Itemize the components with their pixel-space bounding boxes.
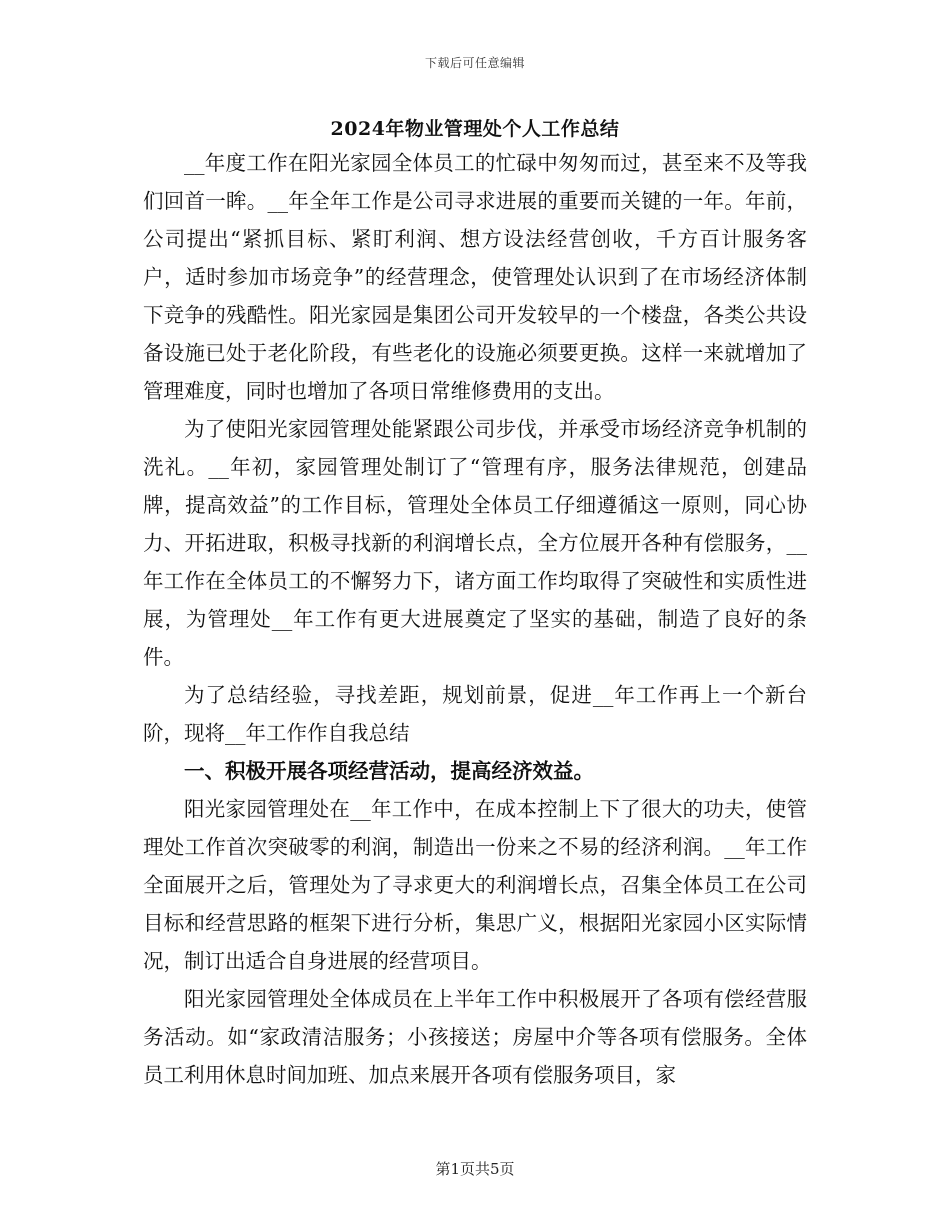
paragraph-goals: 为了使阳光家园管理处能紧跟公司步伐，并承受市场经济竞争机制的洗礼。__年初，家园管理处制订了“管理有序，服务法律规范，创建品牌，提高效益”的工作目标，管理处全体员工仔细遵循这一原则，同心协力、开拓进取，积极寻找新的利润增长点，全方位展开各种有偿服务，__年工作在全体员工的不懈努力下，诸方面工作均取得了突破性和实质性进展，为管理处__年工作有更大进展奠定了坚实的基础，制造了良好的条件。 <box>143 417 807 669</box>
document-body <box>143 144 807 1094</box>
paragraph-summary-lead: 为了总结经验，寻找差距，规划前景，促进__年工作再上一个新台阶，现将__年工作作自我总结 <box>143 683 807 745</box>
section-heading-1: 一、积极开展各项经营活动，提高经济效益。 <box>184 759 594 783</box>
document-title: 2024年物业管理处个人工作总结 <box>330 118 620 140</box>
section-1-paragraph-2: 阳光家园管理处全体成员在上半年工作中积极展开了各项有偿经营服务活动。如“家政清洁服务；小孩接送；房屋中介等各项有偿服务。全体员工利用休息时间加班、加点来展开各项有偿服务项目，家 <box>143 987 807 1087</box>
header-note: 下载后可任意编辑 <box>424 56 525 70</box>
paragraph-intro: __年度工作在阳光家园全体员工的忙碌中匆匆而过，甚至来不及等我们回首一眸。__年全年工作是公司寻求进展的重要而关键的一年。年前，公司提出“紧抓目标、紧盯利润、想方设法经营创收，千方百计服务客户，适时参加市场竞争”的经营理念，使管理处认识到了在市场经济体制下竞争的残酷性。阳光家园是集团公司开发较早的一个楼盘，各类公共设备设施已处于老化阶段，有些老化的设施必须要更换。这样一来就增加了管理难度，同时也增加了各项日常维修费用的支出。 <box>143 151 807 403</box>
page-number-footer: 第1页共5页 <box>435 1160 515 1178</box>
section-1-paragraph-1: 阳光家园管理处在__年工作中，在成本控制上下了很大的功夫，使管理处工作首次突破零的利润，制造出一份来之不易的经济利润。__年工作全面展开之后，管理处为了寻求更大的利润增长点，召集全体员工在公司目标和经营思路的框架下进行分析，集思广义，根据阳光家园小区实际情况，制订出适合自身进展的经营项目。 <box>143 797 807 973</box>
